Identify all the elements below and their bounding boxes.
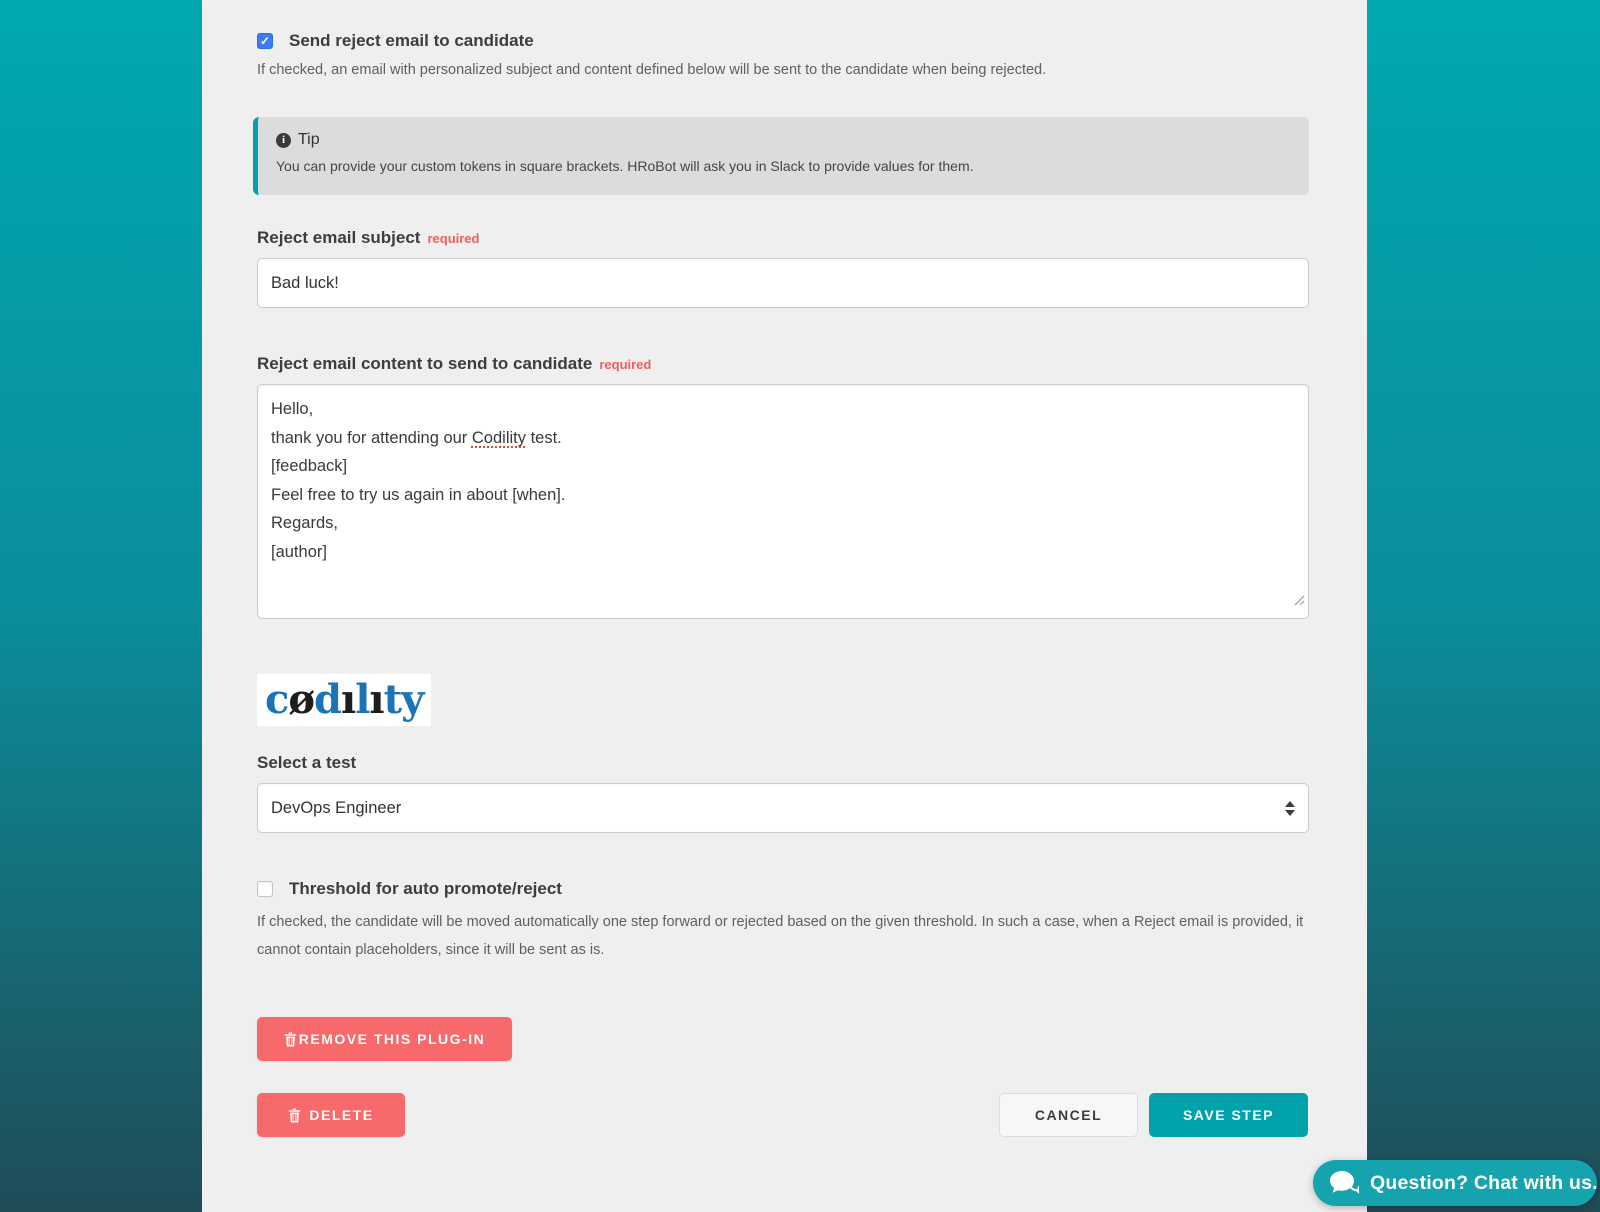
- content-line: [feedback]: [271, 457, 348, 475]
- chat-bubbles-icon: [1329, 1170, 1359, 1196]
- threshold-checkbox[interactable]: [257, 881, 273, 897]
- save-step-button[interactable]: SAVE STEP: [1149, 1093, 1308, 1137]
- content-line: [author]: [271, 542, 327, 561]
- content-line: Feel free to try us again in about [when].: [271, 485, 566, 504]
- subject-label: Reject email subject: [257, 228, 421, 247]
- subject-required-tag: required: [427, 231, 480, 246]
- misspelled-word: Codility: [471, 428, 526, 447]
- content-textarea[interactable]: [257, 384, 1309, 619]
- content-line: thank you for attending our Codility test.: [271, 428, 562, 447]
- select-arrows-icon: [1285, 801, 1295, 816]
- logo-letter: ø: [288, 676, 315, 723]
- tip-body: You can provide your custom tokens in square brackets. HRoBot will ask you in Slack to provide values for them.: [276, 158, 974, 174]
- tip-title: Tip: [298, 131, 320, 148]
- threshold-label: Threshold for auto promote/reject: [289, 879, 562, 898]
- logo-letter: t: [383, 676, 402, 723]
- logo-letter: ı: [369, 676, 384, 723]
- delete-label: DELETE: [309, 1107, 374, 1123]
- tip-box: [253, 117, 1309, 195]
- content-line: Hello,: [271, 400, 314, 418]
- subject-input[interactable]: [257, 258, 1309, 308]
- test-select[interactable]: [257, 783, 1309, 833]
- content-label-row: [257, 354, 651, 374]
- textarea-resize-handle[interactable]: [1294, 587, 1305, 616]
- test-select-value: DevOps Engineer: [271, 798, 402, 817]
- select-test-label: Select a test: [257, 753, 357, 772]
- send-reject-email-helper: If checked, an email with personalized subject and content defined below will be sent to the candidate when being rejected.: [257, 62, 1047, 78]
- content-required-tag: required: [599, 357, 652, 372]
- remove-plugin-button[interactable]: [257, 1017, 512, 1061]
- logo-letter: c: [265, 676, 289, 723]
- codility-logo: [257, 674, 431, 726]
- form-panel: [202, 0, 1367, 1212]
- delete-button[interactable]: [257, 1093, 405, 1137]
- threshold-helper: If checked, the candidate will be moved automatically one step forward or rejected based on the given threshold. In such a case, when a Reject email is provided, it cannot contain placeholders, since it will be sent as is.: [257, 914, 1304, 958]
- cancel-button[interactable]: CANCEL: [999, 1093, 1138, 1137]
- logo-letter: y: [401, 676, 424, 723]
- content-line: Regards,: [271, 514, 338, 532]
- content-label: Reject email content to send to candidate: [257, 354, 593, 373]
- trash-icon: [284, 1032, 297, 1047]
- send-reject-email-label: Send reject email to candidate: [289, 31, 534, 50]
- send-reject-email-checkbox[interactable]: ✓: [257, 33, 273, 49]
- chat-widget-button[interactable]: [1313, 1160, 1597, 1206]
- info-icon: i: [276, 133, 291, 148]
- send-reject-email-row: [257, 31, 534, 51]
- threshold-row: [257, 879, 562, 899]
- chat-widget-label: Question? Chat with us.: [1370, 1171, 1598, 1194]
- logo-letter: d: [314, 676, 342, 723]
- trash-icon: [288, 1108, 301, 1123]
- subject-label-row: [257, 228, 479, 248]
- logo-letter: l: [355, 676, 370, 723]
- remove-plugin-label: REMOVE THIS PLUG-IN: [298, 1031, 486, 1047]
- logo-letter: ı: [341, 676, 356, 723]
